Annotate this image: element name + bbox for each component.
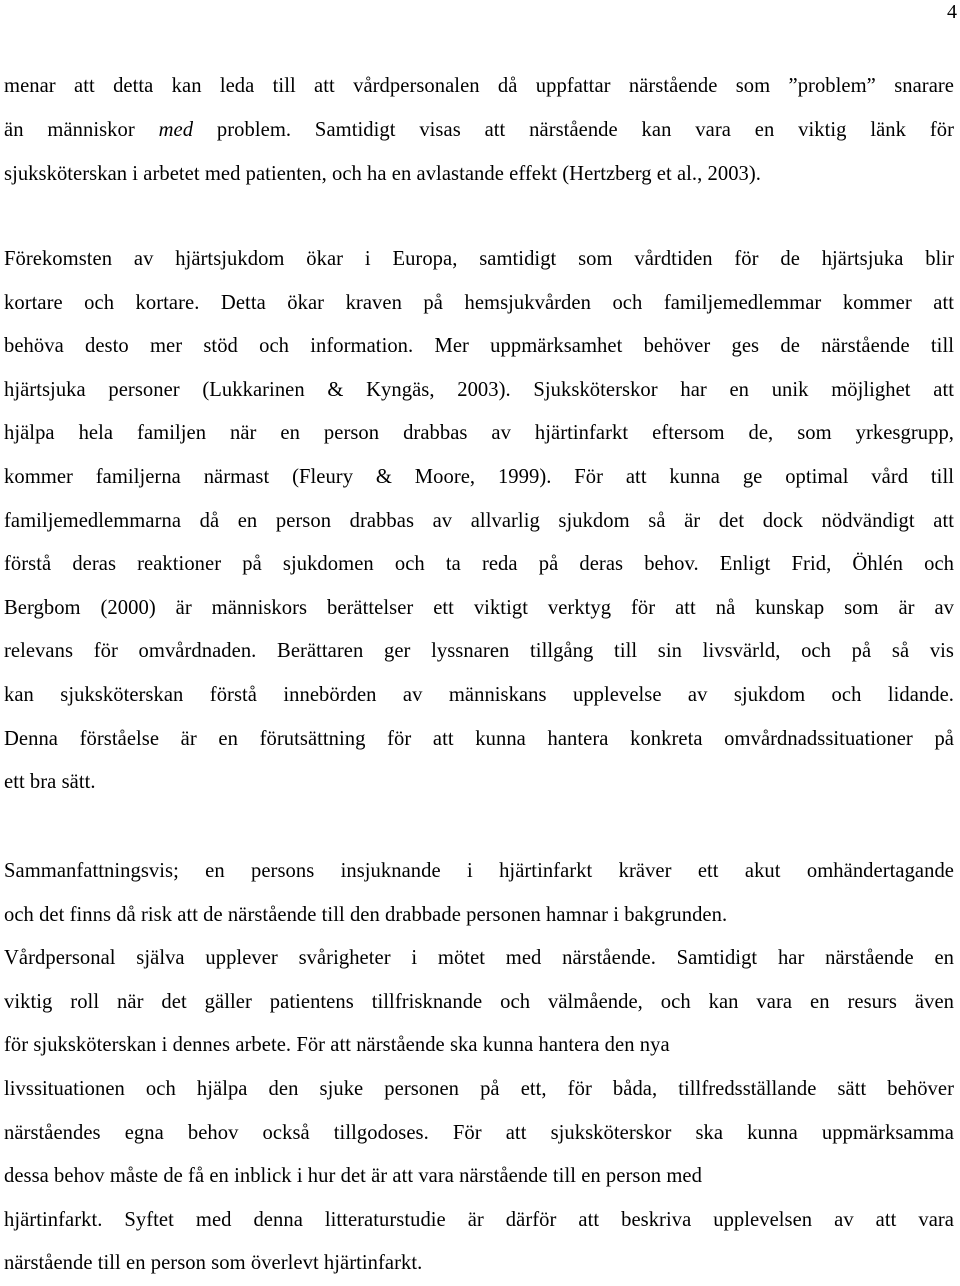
text-line: Vårdpersonal själva upplever svårigheter i mötet med närstående. Samtidigt har närstående en — [4, 947, 954, 970]
paragraph-1 — [4, 64, 954, 196]
page-number: 4 — [947, 1, 957, 23]
text-segment: än människor — [4, 119, 159, 141]
emphasis-text: med — [158, 119, 194, 141]
text-line: kommer familjerna närmast (Fleury & Moore, 1999). För att kunna ge optimal vård till — [4, 465, 954, 488]
text-line: för sjuksköterskan i dennes arbete. För att närstående ska kunna hantera den nya — [4, 1034, 670, 1057]
text-line: ett bra sätt. — [4, 771, 96, 794]
text-line: behöva desto mer stöd och information. Mer uppmärksamhet behöver ges de närstående till — [4, 335, 954, 358]
text-line: Förekomsten av hjärtsjukdom ökar i Europa, samtidigt som vårdtiden för de hjärtsjuka blir — [4, 248, 954, 270]
text-line: Bergbom (2000) är människors berättelser ett viktigt verktyg för att nå kunskap som är av — [4, 596, 954, 619]
text-line: Denna förståelse är en förutsättning för att kunna hantera konkreta omvårdnadssituationer på — [4, 727, 954, 750]
paragraph-2 — [4, 238, 954, 805]
text-line: och det finns då risk att de närstående till den drabbade personen hamnar i bakgrunden. — [4, 903, 728, 926]
text-line: förstå deras reaktioner på sjukdomen och ta reda på deras behov. Enligt Frid, Öhlén och — [4, 553, 954, 576]
text-line: relevans för omvårdnaden. Berättaren ger lyssnaren tillgång till sin livsvärld, och på så vis — [4, 640, 954, 663]
text-line: dessa behov måste de få en inblick i hur det är att vara närstående till en person med — [4, 1165, 702, 1188]
text-segment: problem. Samtidigt visas att närstående kan vara en viktig länk för — [193, 119, 954, 141]
text-line: livssituationen och hjälpa den sjuke personen på ett, för båda, tillfredsställande sätt behöver — [4, 1077, 954, 1100]
text-line: närståendes egna behov också tillgodoses. För att sjuksköterskor ska kunna uppmärksamma — [4, 1121, 954, 1144]
text-line: hjärtinfarkt. Syftet med denna litteraturstudie är därför att beskriva upplevelsen av att vara — [4, 1208, 954, 1231]
text-line: hjälpa hela familjen när en person drabbas av hjärtinfarkt eftersom de, som yrkesgrupp, — [4, 422, 954, 445]
text-line: familjemedlemmarna då en person drabbas av allvarlig sjukdom så är det dock nödvändigt att — [4, 509, 954, 532]
text-line: menar att detta kan leda till att vårdpersonalen då uppfattar närstående som ”problem” snarare — [4, 75, 954, 97]
text-line: sjuksköterskan i arbetet med patienten, och ha en avlastande effekt (Hertzberg et al., 2003). — [4, 163, 761, 185]
text-line: hjärtsjuka personer (Lukkarinen & Kyngäs, 2003). Sjuksköterskor har en unik möjlighet att — [4, 378, 954, 401]
paragraph-3 — [4, 850, 954, 1286]
text-line: kan sjuksköterskan förstå innebörden av människans upplevelse av sjukdom och lidande. — [4, 683, 954, 706]
text-line: närstående till en person som överlevt hjärtinfarkt. — [4, 1252, 423, 1275]
text-line — [4, 108, 954, 152]
text-line: kortare och kortare. Detta ökar kraven på hemsjukvården och familjemedlemmar kommer att — [4, 291, 954, 314]
text-line: Sammanfattningsvis; en persons insjuknande i hjärtinfarkt kräver ett akut omhändertagande — [4, 860, 954, 882]
text-line: viktig roll när det gäller patientens tillfrisknande och välmående, och kan vara en resurs även — [4, 990, 954, 1013]
